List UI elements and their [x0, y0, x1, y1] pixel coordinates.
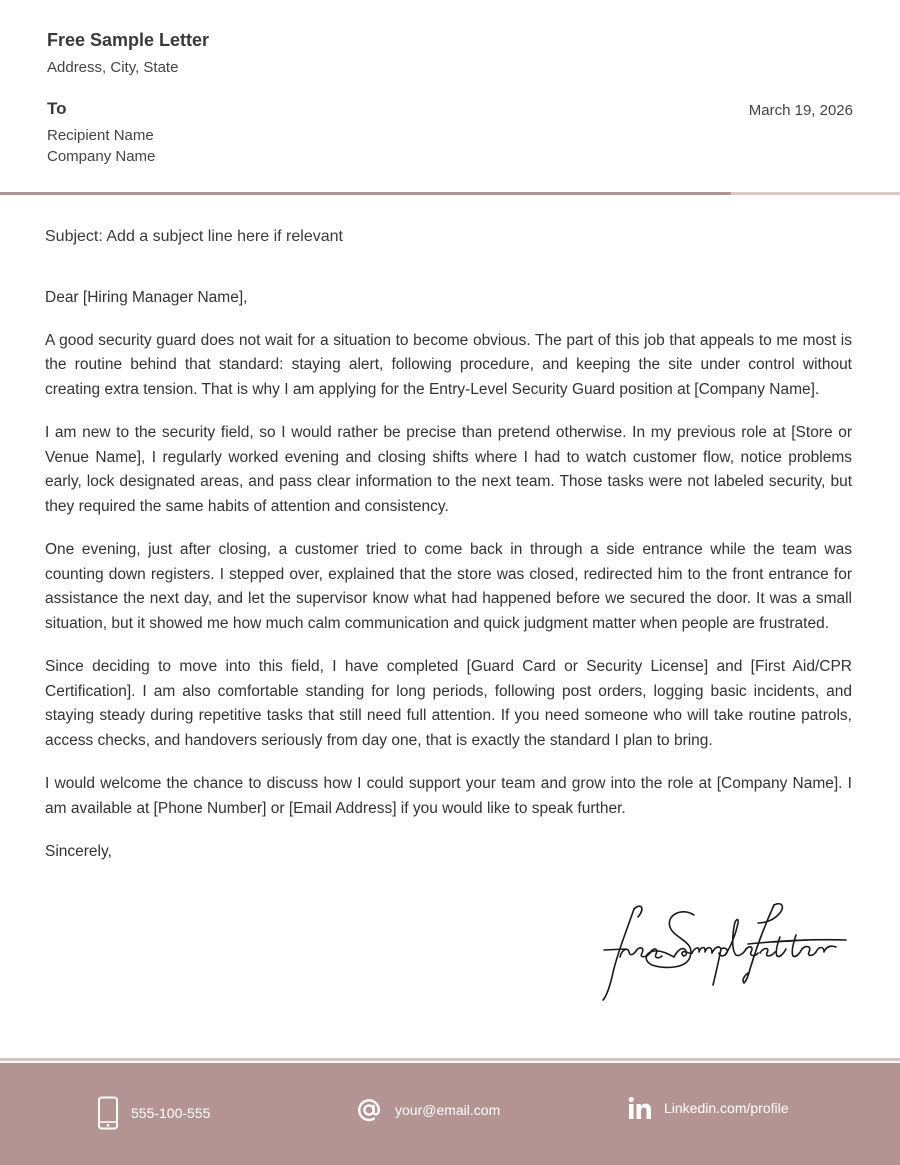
recipient-name: Recipient Name — [47, 127, 154, 144]
linkedin-icon — [628, 1096, 652, 1120]
body-paragraph: I am new to the security field, so I would rather be precise than pretend otherwise. In my previous role at [Store or Venue Name], I regularly worked evening and closing shifts where I had to watch customer flow, notice problems early, lock designated areas, and pass clear information to the next team. Those tasks were not labeled security, but they required the same habits of attention and consistency. — [45, 424, 852, 515]
footer-contact-bar — [0, 1063, 900, 1165]
subject-line: Subject: Add a subject line here if relevant — [45, 228, 343, 245]
letter-body — [45, 286, 852, 884]
linkedin-url: Linkedin.com/profile — [664, 1100, 789, 1116]
to-label: To — [47, 99, 67, 118]
contact-email — [355, 1096, 500, 1124]
header-divider — [0, 192, 731, 195]
closing: Sincerely, — [45, 843, 112, 860]
at-sign-icon — [355, 1096, 383, 1124]
contact-linkedin — [628, 1096, 789, 1120]
handwritten-signature — [598, 897, 850, 1003]
sender-address: Address, City, State — [47, 59, 179, 76]
footer-divider — [0, 1058, 900, 1061]
email-address: your@email.com — [395, 1102, 501, 1118]
body-paragraph: A good security guard does not wait for a situation to become obvious. The part of this job that appeals to me most is the routine behind that standard: staying alert, following procedure, and keeping the site under control without creating extra tension. That is why I am applying for the Entry-Level Security Guard position at [Company Name]. — [45, 331, 852, 398]
header-divider-tail — [731, 192, 900, 195]
body-paragraph: One evening, just after closing, a customer tried to come back in through a side entrance while the team was counting down registers. I stepped over, explained that the store was closed, redirected him to the front entrance for assistance the next day, and let the supervisor know what had happened before we secured the door. It was a small situation, but it showed me how much calm communication and quick judgment matter when people are frustrated. — [45, 541, 852, 632]
body-paragraph: Since deciding to move into this field, I have completed [Guard Card or Security License] and [First Aid/CPR Certification]. I am also comfortable standing for long periods, following post orders, logging basic incidents, and staying steady during repetitive tasks that still need full attention. If you need someone who will take routine patrols, access checks, and handovers seriously from day one, that is exactly the standard I plan to bring. — [45, 658, 852, 749]
body-paragraph: I would welcome the chance to discuss how I could support your team and grow into the role at [Company Name]. I am available at [Phone Number] or [Email Address] if you would like to speak further. — [45, 775, 852, 817]
letter-date: March 19, 2026 — [748, 102, 853, 119]
sender-name: Free Sample Letter — [47, 30, 210, 50]
phone-icon — [97, 1096, 119, 1130]
contact-phone — [97, 1096, 210, 1130]
greeting: Dear [Hiring Manager Name], — [45, 289, 248, 306]
recipient-company: Company Name — [47, 148, 156, 165]
phone-number: 555-100-555 — [131, 1105, 211, 1121]
